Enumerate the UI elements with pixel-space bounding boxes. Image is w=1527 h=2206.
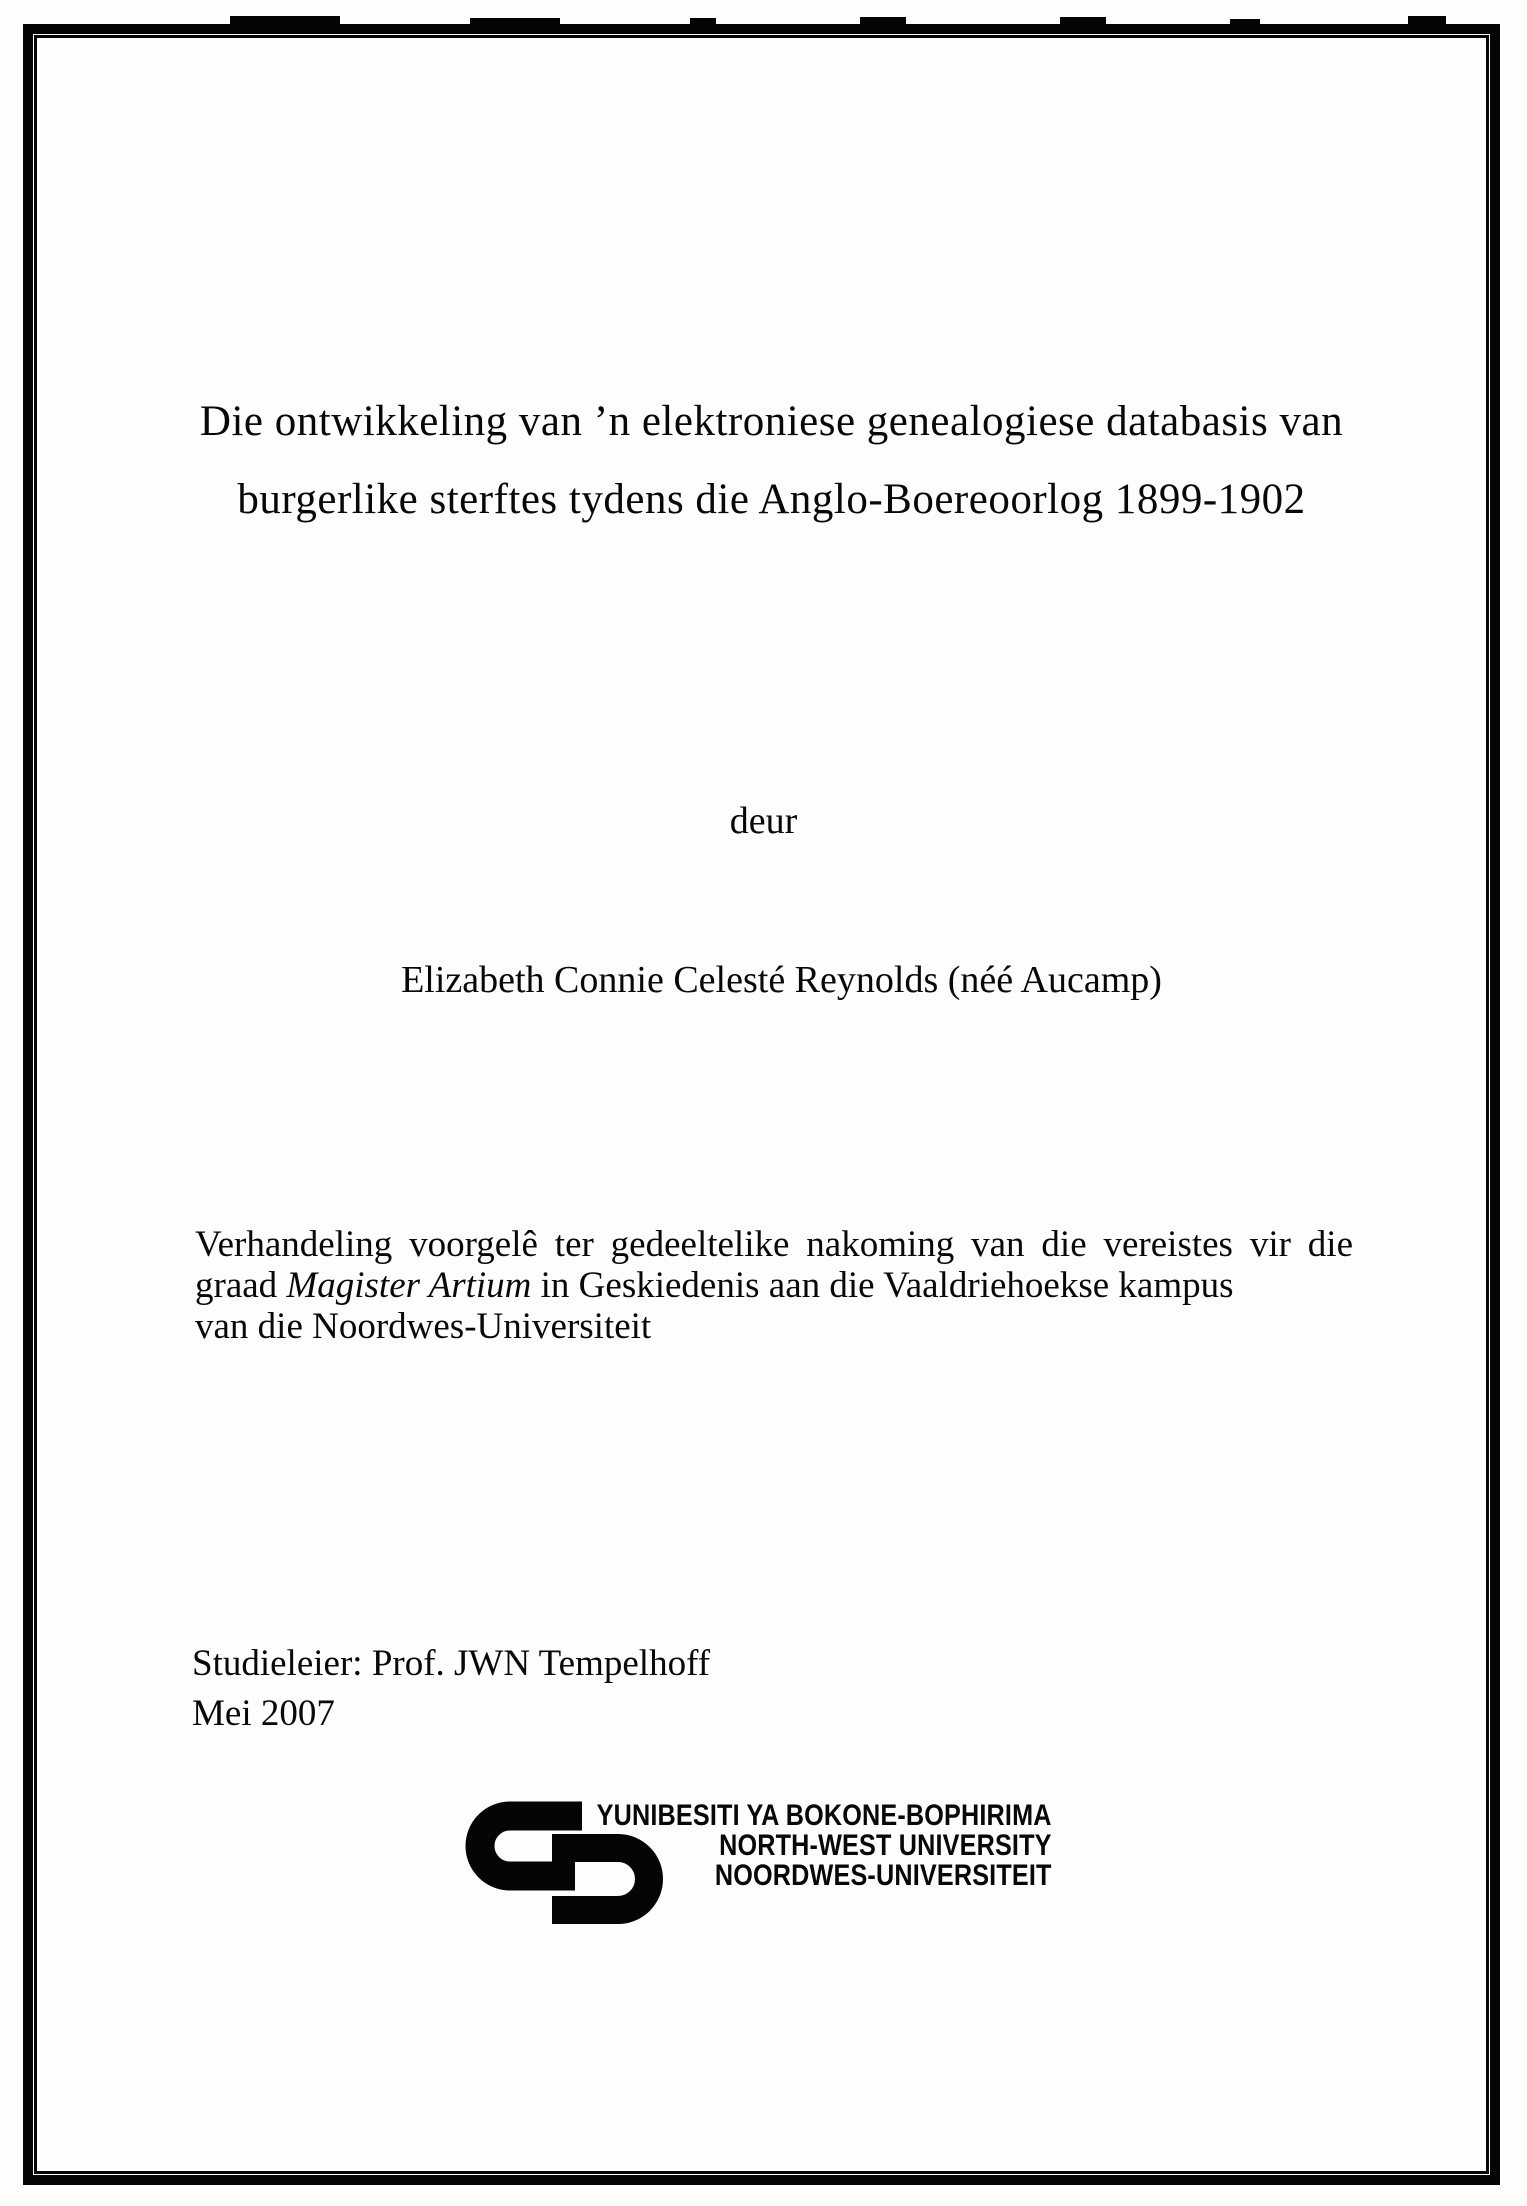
thesis-title-line2: burgerlike sterftes tydens die Anglo-Boereoorlog 1899-1902 [237,476,1306,523]
supervisor-line: Studieleier: Prof. JWN Tempelhoff [192,1643,711,1684]
nwu-logo-line1: YUNIBESITI YA BOKONE-BOPHIRIMA [597,1799,1052,1832]
nwu-logo-line3: NOORDWES-UNIVERSITEIT [715,1859,1052,1892]
thesis-title-line1: Die ontwikkeling van ’n elektroniese genealogiese databasis van [199,398,1344,445]
thesis-title [8,383,1527,539]
byline-label: deur [729,800,798,842]
author-name: Elizabeth Connie Celesté Reynolds (néé Aucamp) [401,959,1162,1001]
submission-line1: Verhandeling voorgelê ter gedeeltelike nakoming van die vereistes vir die [195,1224,1353,1265]
submission-line2-suffix: in Geskiedenis aan die Vaaldriehoekse kampus [531,1265,1234,1306]
submission-line3: van die Noordwes-Universiteit [195,1306,652,1347]
degree-name: Magister Artium [286,1265,532,1306]
scan-artifact [1408,16,1446,24]
submission-statement [195,1224,1353,1347]
submission-line2 [195,1265,1353,1306]
nwu-logo-line2: NORTH-WEST UNIVERSITY [719,1829,1052,1862]
submission-line2-prefix: graad [195,1265,287,1306]
supervisor-block [192,1639,710,1739]
date-line: Mei 2007 [192,1693,335,1734]
nwu-logo-wordmark [597,1801,1052,1891]
